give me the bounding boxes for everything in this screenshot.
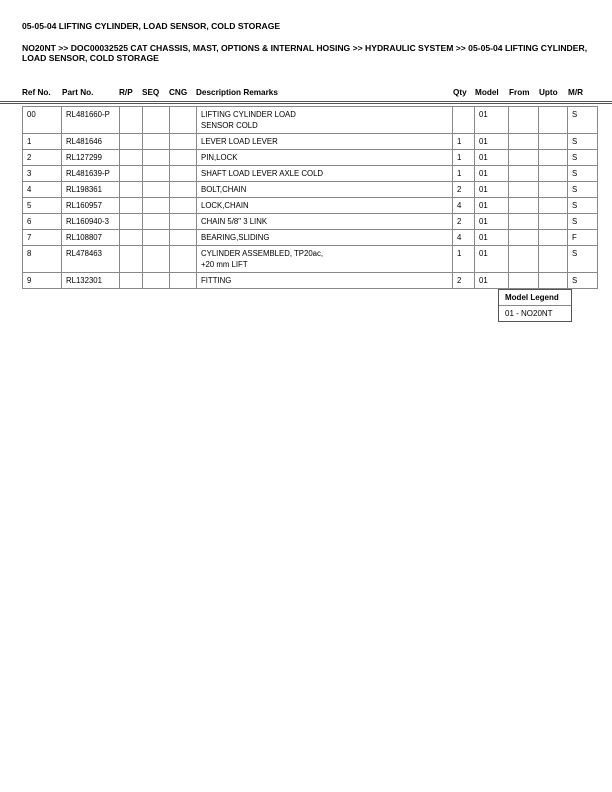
rp-cell	[120, 134, 143, 150]
from-cell	[509, 230, 539, 246]
qty-cell	[453, 182, 475, 198]
qty-cell	[453, 198, 475, 214]
col-desc: Description Remarks	[196, 88, 278, 97]
rp-cell	[120, 198, 143, 214]
seq-cell	[143, 273, 170, 289]
mr-cell	[568, 150, 598, 166]
ref-cell-text: 8	[27, 249, 32, 258]
description-line2: SENSOR COLD	[201, 121, 258, 130]
part-no-cell-text: RL481639-P	[66, 169, 110, 178]
cng-cell	[170, 150, 197, 166]
model-cell	[475, 150, 509, 166]
rp-cell	[120, 273, 143, 289]
upto-cell	[539, 198, 568, 214]
upto-cell	[539, 166, 568, 182]
upto-cell	[539, 214, 568, 230]
part-no-cell-text: RL198361	[66, 185, 102, 194]
table-row	[23, 134, 598, 150]
ref-cell	[23, 214, 62, 230]
ref-cell-text: 2	[27, 153, 32, 162]
mr-cell-text: S	[572, 137, 578, 146]
mr-cell-text: S	[572, 217, 578, 226]
mr-cell	[568, 214, 598, 230]
qty-cell	[453, 214, 475, 230]
from-cell	[509, 134, 539, 150]
description-cell	[197, 134, 453, 150]
ref-cell	[23, 273, 62, 289]
part-no-cell	[62, 214, 120, 230]
ref-cell	[23, 150, 62, 166]
description-cell-text: LIFTING CYLINDER LOAD	[201, 110, 296, 119]
description-cell	[197, 182, 453, 198]
model-cell-text: 01	[479, 276, 488, 285]
mr-cell-text: S	[572, 276, 578, 285]
cng-cell	[170, 182, 197, 198]
description-cell-text: BEARING,SLIDING	[201, 233, 270, 242]
from-cell	[509, 214, 539, 230]
description-cell	[197, 273, 453, 289]
ref-cell-text: 5	[27, 201, 32, 210]
rp-cell	[120, 214, 143, 230]
mr-cell	[568, 246, 598, 273]
mr-cell-text: S	[572, 249, 578, 258]
col-cng: CNG	[169, 88, 188, 97]
seq-cell	[143, 246, 170, 273]
description-line2: +20 mm LIFT	[201, 260, 248, 269]
part-no-cell	[62, 166, 120, 182]
col-seq: SEQ	[142, 88, 160, 97]
description-cell	[197, 166, 453, 182]
table-row	[23, 214, 598, 230]
cng-cell	[170, 198, 197, 214]
cng-cell	[170, 230, 197, 246]
qty-cell	[453, 150, 475, 166]
table-row	[23, 246, 598, 273]
ref-cell-text: 1	[27, 137, 32, 146]
col-rp: R/P	[119, 88, 133, 97]
description-cell-text: SHAFT LOAD LEVER AXLE COLD	[201, 169, 324, 178]
from-cell	[509, 182, 539, 198]
legend-title: Model Legend	[499, 290, 571, 306]
from-cell	[509, 166, 539, 182]
description-cell-text: CHAIN 5/8" 3 LINK	[201, 217, 268, 226]
table-row	[23, 150, 598, 166]
seq-cell	[143, 230, 170, 246]
ref-cell	[23, 198, 62, 214]
ref-cell	[23, 134, 62, 150]
cng-cell	[170, 166, 197, 182]
ref-cell	[23, 107, 62, 134]
qty-cell-text: 1	[457, 153, 462, 162]
seq-cell	[143, 107, 170, 134]
table-row	[23, 273, 598, 289]
part-no-cell-text: RL160957	[66, 201, 102, 210]
qty-cell-text: 1	[457, 137, 462, 146]
table-header	[0, 87, 612, 104]
mr-cell	[568, 166, 598, 182]
model-cell	[475, 166, 509, 182]
part-no-cell	[62, 230, 120, 246]
model-cell	[475, 198, 509, 214]
mr-cell-text: S	[572, 110, 578, 119]
description-cell	[197, 230, 453, 246]
model-cell	[475, 107, 509, 134]
seq-cell	[143, 134, 170, 150]
upto-cell	[539, 230, 568, 246]
qty-cell-text: 4	[457, 201, 462, 210]
part-no-cell-text: RL160940-3	[66, 217, 109, 226]
upto-cell	[539, 182, 568, 198]
model-cell	[475, 230, 509, 246]
legend-entry: 01 - NO20NT	[505, 309, 553, 318]
table-row	[23, 230, 598, 246]
description-cell	[197, 214, 453, 230]
qty-cell	[453, 134, 475, 150]
from-cell	[509, 150, 539, 166]
mr-cell	[568, 107, 598, 134]
ref-cell-text: 00	[27, 110, 36, 119]
ref-cell	[23, 166, 62, 182]
qty-cell-text: 4	[457, 233, 462, 242]
description-cell-text: LEVER LOAD LEVER	[201, 137, 278, 146]
mr-cell-text: F	[572, 233, 577, 242]
upto-cell	[539, 107, 568, 134]
col-from: From	[509, 88, 530, 97]
mr-cell	[568, 273, 598, 289]
part-no-cell	[62, 273, 120, 289]
col-upto: Upto	[539, 88, 558, 97]
ref-cell	[23, 182, 62, 198]
qty-cell-text: 2	[457, 217, 462, 226]
part-no-cell	[62, 134, 120, 150]
table-row	[23, 198, 598, 214]
description-cell	[197, 150, 453, 166]
rp-cell	[120, 166, 143, 182]
part-no-cell-text: RL127299	[66, 153, 102, 162]
cng-cell	[170, 246, 197, 273]
mr-cell-text: S	[572, 153, 578, 162]
model-legend	[498, 289, 572, 322]
rp-cell	[120, 150, 143, 166]
cng-cell	[170, 134, 197, 150]
description-cell	[197, 107, 453, 134]
seq-cell	[143, 150, 170, 166]
model-cell	[475, 214, 509, 230]
part-no-cell	[62, 150, 120, 166]
rp-cell	[120, 230, 143, 246]
model-cell-text: 01	[479, 233, 488, 242]
part-no-cell	[62, 198, 120, 214]
model-cell-text: 01	[479, 249, 488, 258]
part-no-cell-text: RL481646	[66, 137, 102, 146]
model-cell	[475, 182, 509, 198]
part-no-cell-text: RL481660-P	[66, 110, 110, 119]
from-cell	[509, 246, 539, 273]
col-qty: Qty	[453, 88, 467, 97]
col-ref: Ref No.	[22, 88, 51, 97]
qty-cell-text: 1	[457, 249, 462, 258]
upto-cell	[539, 134, 568, 150]
qty-cell	[453, 166, 475, 182]
part-no-cell-text: RL108807	[66, 233, 102, 242]
model-cell	[475, 246, 509, 273]
cng-cell	[170, 107, 197, 134]
mr-cell	[568, 198, 598, 214]
model-cell-text: 01	[479, 153, 488, 162]
mr-cell	[568, 230, 598, 246]
mr-cell-text: S	[572, 201, 578, 210]
mr-cell	[568, 182, 598, 198]
table-row	[23, 182, 598, 198]
col-mr: M/R	[568, 88, 584, 97]
qty-cell	[453, 246, 475, 273]
ref-cell-text: 4	[27, 185, 32, 194]
model-cell	[475, 273, 509, 289]
seq-cell	[143, 198, 170, 214]
page-title: 05-05-04 LIFTING CYLINDER, LOAD SENSOR, COLD STORAGE	[22, 21, 281, 31]
breadcrumb: NO20NT >> DOC00032525 CAT CHASSIS, MAST, OPTIONS & INTERNAL HOSING >> HYDRAULIC SYSTEM >> 05-05-04 LIFTING CYLINDER, LOAD SENSOR, COLD STORAGE	[22, 43, 588, 63]
col-model: Model	[475, 88, 499, 97]
qty-cell-text: 2	[457, 276, 462, 285]
part-no-cell-text: RL132301	[66, 276, 102, 285]
seq-cell	[143, 166, 170, 182]
qty-cell	[453, 107, 475, 134]
model-cell-text: 01	[479, 201, 488, 210]
description-cell-text: FITTING	[201, 276, 232, 285]
rp-cell	[120, 182, 143, 198]
ref-cell-text: 3	[27, 169, 32, 178]
qty-cell-text: 1	[457, 169, 462, 178]
model-cell-text: 01	[479, 110, 488, 119]
description-cell	[197, 198, 453, 214]
upto-cell	[539, 150, 568, 166]
ref-cell-text: 9	[27, 276, 32, 285]
rp-cell	[120, 107, 143, 134]
description-cell-text: CYLINDER ASSEMBLED, TP20ac,	[201, 249, 324, 258]
col-part: Part No.	[62, 88, 94, 97]
from-cell	[509, 273, 539, 289]
ref-cell-text: 7	[27, 233, 32, 242]
part-no-cell-text: RL478463	[66, 249, 102, 258]
qty-cell	[453, 273, 475, 289]
upto-cell	[539, 273, 568, 289]
model-cell-text: 01	[479, 137, 488, 146]
qty-cell	[453, 230, 475, 246]
rp-cell	[120, 246, 143, 273]
ref-cell	[23, 230, 62, 246]
description-cell	[197, 246, 453, 273]
description-cell-text: LOCK,CHAIN	[201, 201, 249, 210]
table-row	[23, 107, 598, 134]
mr-cell-text: S	[572, 185, 578, 194]
mr-cell-text: S	[572, 169, 578, 178]
seq-cell	[143, 214, 170, 230]
from-cell	[509, 198, 539, 214]
part-no-cell	[62, 107, 120, 134]
from-cell	[509, 107, 539, 134]
qty-cell-text: 2	[457, 185, 462, 194]
model-cell-text: 01	[479, 185, 488, 194]
parts-table	[22, 106, 598, 289]
ref-cell-text: 6	[27, 217, 32, 226]
ref-cell	[23, 246, 62, 273]
part-no-cell	[62, 182, 120, 198]
seq-cell	[143, 182, 170, 198]
model-cell-text: 01	[479, 217, 488, 226]
model-cell-text: 01	[479, 169, 488, 178]
model-cell	[475, 134, 509, 150]
part-no-cell	[62, 246, 120, 273]
cng-cell	[170, 273, 197, 289]
upto-cell	[539, 246, 568, 273]
cng-cell	[170, 214, 197, 230]
description-cell-text: PIN,LOCK	[201, 153, 238, 162]
mr-cell	[568, 134, 598, 150]
table-row	[23, 166, 598, 182]
description-cell-text: BOLT,CHAIN	[201, 185, 247, 194]
